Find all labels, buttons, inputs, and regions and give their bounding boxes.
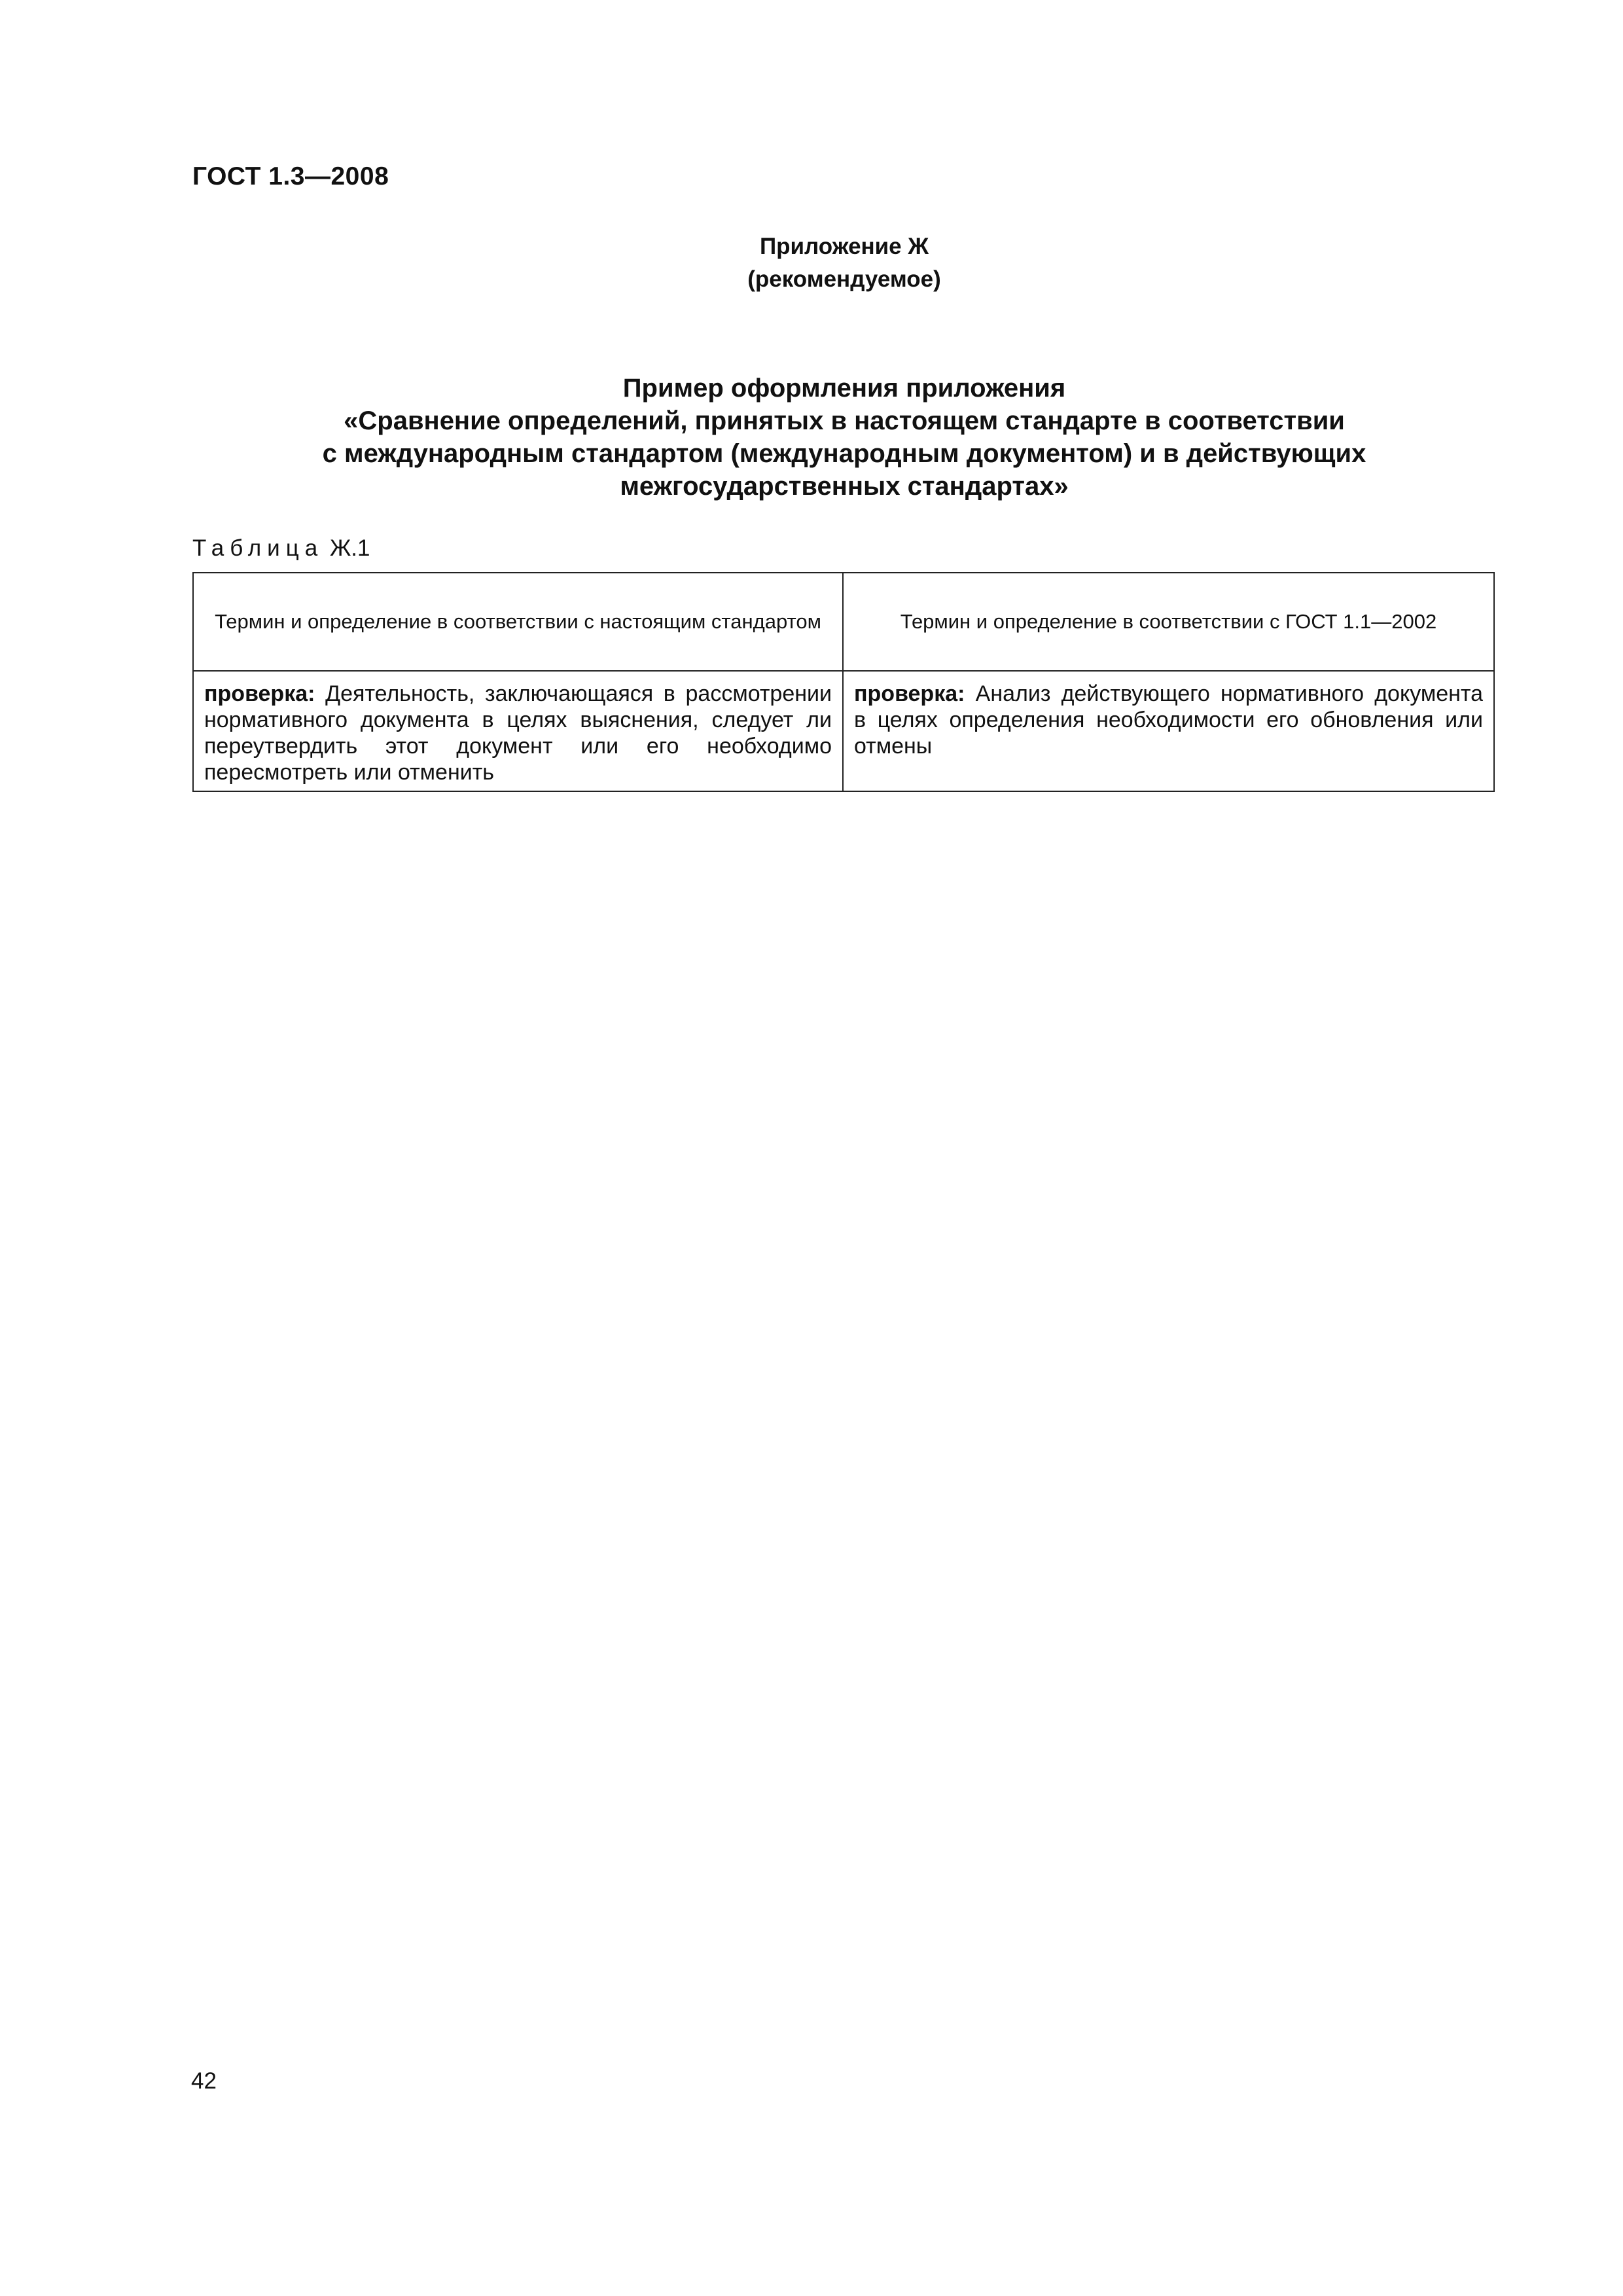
table-caption-word: Таблица bbox=[192, 535, 324, 561]
appendix-title-line: с международным стандартом (международным документом) и в действующих bbox=[322, 439, 1366, 468]
appendix-label: Приложение Ж bbox=[759, 234, 929, 259]
appendix-status: (рекомендуемое) bbox=[747, 266, 941, 292]
table-cell-gost-1-1 bbox=[843, 671, 1494, 791]
table-caption bbox=[192, 535, 370, 562]
term-name: проверка: bbox=[854, 681, 965, 706]
page-number: 42 bbox=[191, 2068, 217, 2094]
terms-comparison-table bbox=[192, 572, 1495, 792]
document-id: ГОСТ 1.3—2008 bbox=[192, 162, 389, 190]
term-name: проверка: bbox=[204, 681, 315, 706]
appendix-title bbox=[0, 372, 1623, 503]
table-row bbox=[193, 671, 1494, 791]
table-header-row bbox=[193, 573, 1494, 671]
appendix-heading bbox=[0, 230, 1623, 296]
table-cell-current-standard bbox=[193, 671, 843, 791]
table-caption-number: Ж.1 bbox=[329, 535, 370, 561]
term-definition: Анализ действующего нормативного документа в целях определения необходимости его обновления или отмены bbox=[854, 681, 1483, 759]
appendix-title-line: межгосударственных стандартах» bbox=[620, 472, 1069, 501]
table-header-cell: Термин и определение в соответствии с ГОСТ 1.1—2002 bbox=[843, 573, 1494, 671]
table-header-cell: Термин и определение в соответствии с настоящим стандартом bbox=[193, 573, 843, 671]
appendix-title-line: «Сравнение определений, принятых в настоящем стандарте в соответствии bbox=[344, 406, 1345, 435]
term-definition: Деятельность, заключающаяся в рассмотрении нормативного документа в целях выяснения, следует ли переутвердить этот документ или его необходимо пересмотреть или отменить bbox=[204, 681, 832, 785]
appendix-title-line: Пример оформления приложения bbox=[622, 374, 1066, 403]
